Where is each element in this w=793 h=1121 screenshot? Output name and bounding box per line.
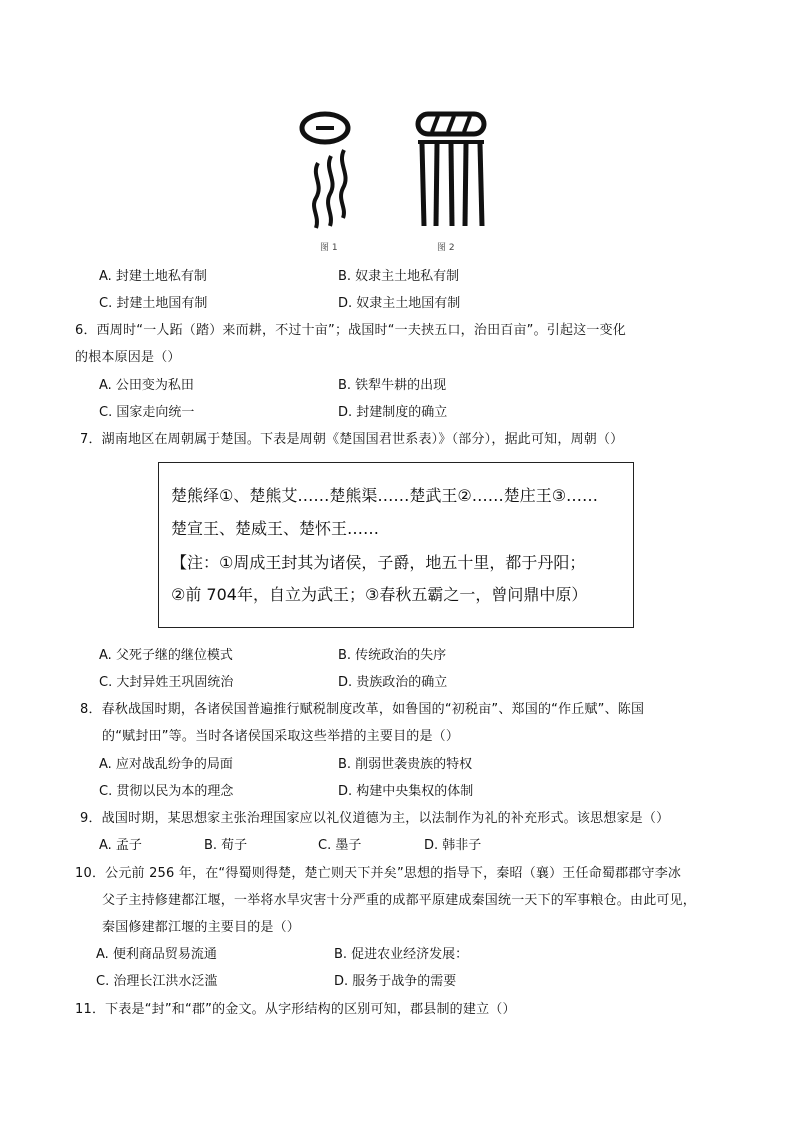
q5-option-d: D. 奴隶主土地国有制 <box>338 296 461 311</box>
q5-option-c: C. 封建土地国有制 <box>99 296 208 311</box>
q8-option-c: C. 贯彻以民为本的理念 <box>99 784 234 799</box>
figure-2-glyph <box>412 108 492 232</box>
q8-option-a: A. 应对战乱纷争的局面 <box>99 757 233 772</box>
q7-option-b: B. 传统政治的失序 <box>338 648 447 663</box>
q10-stem-line2: 父子主持修建都江堰，一举将水旱灾害十分严重的成都平原建成秦国统一天下的军事粮仓。由此可见， <box>102 893 697 908</box>
q7-box-line2: 楚宣王、楚威王、楚怀王…… <box>171 519 380 538</box>
q5-option-b: B. 奴隶主土地私有制 <box>338 269 460 284</box>
q7-box-line1: 楚熊绎①、楚熊艾……楚熊渠……楚武王②……楚庄王③…… <box>171 486 599 505</box>
q7-source-box <box>158 462 634 628</box>
q6-option-d: D. 封建制度的确立 <box>338 405 448 420</box>
q11-stem: 11．下表是“封”和“郡”的金文。从字形结构的区别可知，郡县制的建立（） <box>75 1002 516 1017</box>
q6-option-a: A. 公田变为私田 <box>99 378 194 393</box>
q9-option-d: D. 韩非子 <box>424 838 482 853</box>
q7-box-line3: 【注：①周成王封其为诸侯，子爵，地五十里，都于丹阳； <box>171 553 586 572</box>
q6-stem-line1: 6．西周时“一人跖（踏）来而耕，不过十亩”；战国时“一夫挟五口，治田百亩”。引起这一变化 <box>75 323 627 338</box>
q6-option-b: B. 铁犁牛耕的出现 <box>338 378 447 393</box>
q8-stem-line1: 8．春秋战国时期，各诸侯国普遍推行赋税制度改革，如鲁国的“初税亩”、郑国的“作丘赋”、陈国 <box>80 702 645 717</box>
q9-option-b: B. 荀子 <box>204 838 248 853</box>
q6-stem-line2: 的根本原因是（） <box>75 350 181 365</box>
q8-option-d: D. 构建中央集权的体制 <box>338 784 474 799</box>
q10-option-d: D. 服务于战争的需要 <box>334 974 457 989</box>
q10-option-a: A. 便利商品贸易流通 <box>96 947 217 962</box>
q10-stem-line3: 秦国修建都江堰的主要目的是（） <box>102 920 301 935</box>
q8-stem-line2: 的“赋封田”等。当时各诸侯国采取这些举措的主要目的是（） <box>102 729 460 744</box>
q9-stem: 9．战国时期，某思想家主张治理国家应以礼仪道德为主，以法制作为礼的补充形式。该思想家是（） <box>80 811 670 826</box>
figure-1-caption: 图 1 <box>320 243 338 253</box>
q7-option-a: A. 父死子继的继位模式 <box>99 648 233 663</box>
q10-option-b: B. 促进农业经济发展： <box>334 947 469 962</box>
q9-option-c: C. 墨子 <box>318 838 362 853</box>
q7-option-d: D. 贵族政治的确立 <box>338 675 448 690</box>
figure-1-glyph <box>296 108 356 232</box>
q7-stem: 7．湖南地区在周朝属于楚国。下表是周朝《楚国国君世系表）》（部分），据此可知，周朝（） <box>80 432 624 447</box>
q10-stem-line1: 10．公元前 256 年，在“得蜀则得楚，楚亡则天下并矣”思想的指导下，秦昭（襄）王任命蜀郡郡守李冰 <box>75 866 682 881</box>
q6-option-c: C. 国家走向统一 <box>99 405 195 420</box>
q9-option-a: A. 孟子 <box>99 838 142 853</box>
q8-option-b: B. 削弱世袭贵族的特权 <box>338 757 473 772</box>
q5-option-a: A. 封建土地私有制 <box>99 269 207 284</box>
figure-2-caption: 图 2 <box>437 243 455 253</box>
q7-box-line4: ②前 704年，自立为武王；③春秋五霸之一，曾问鼎中原） <box>171 585 588 604</box>
q7-option-c: C. 大封异姓王巩固统治 <box>99 675 234 690</box>
q10-option-c: C. 治理长江洪水泛滥 <box>96 974 218 989</box>
